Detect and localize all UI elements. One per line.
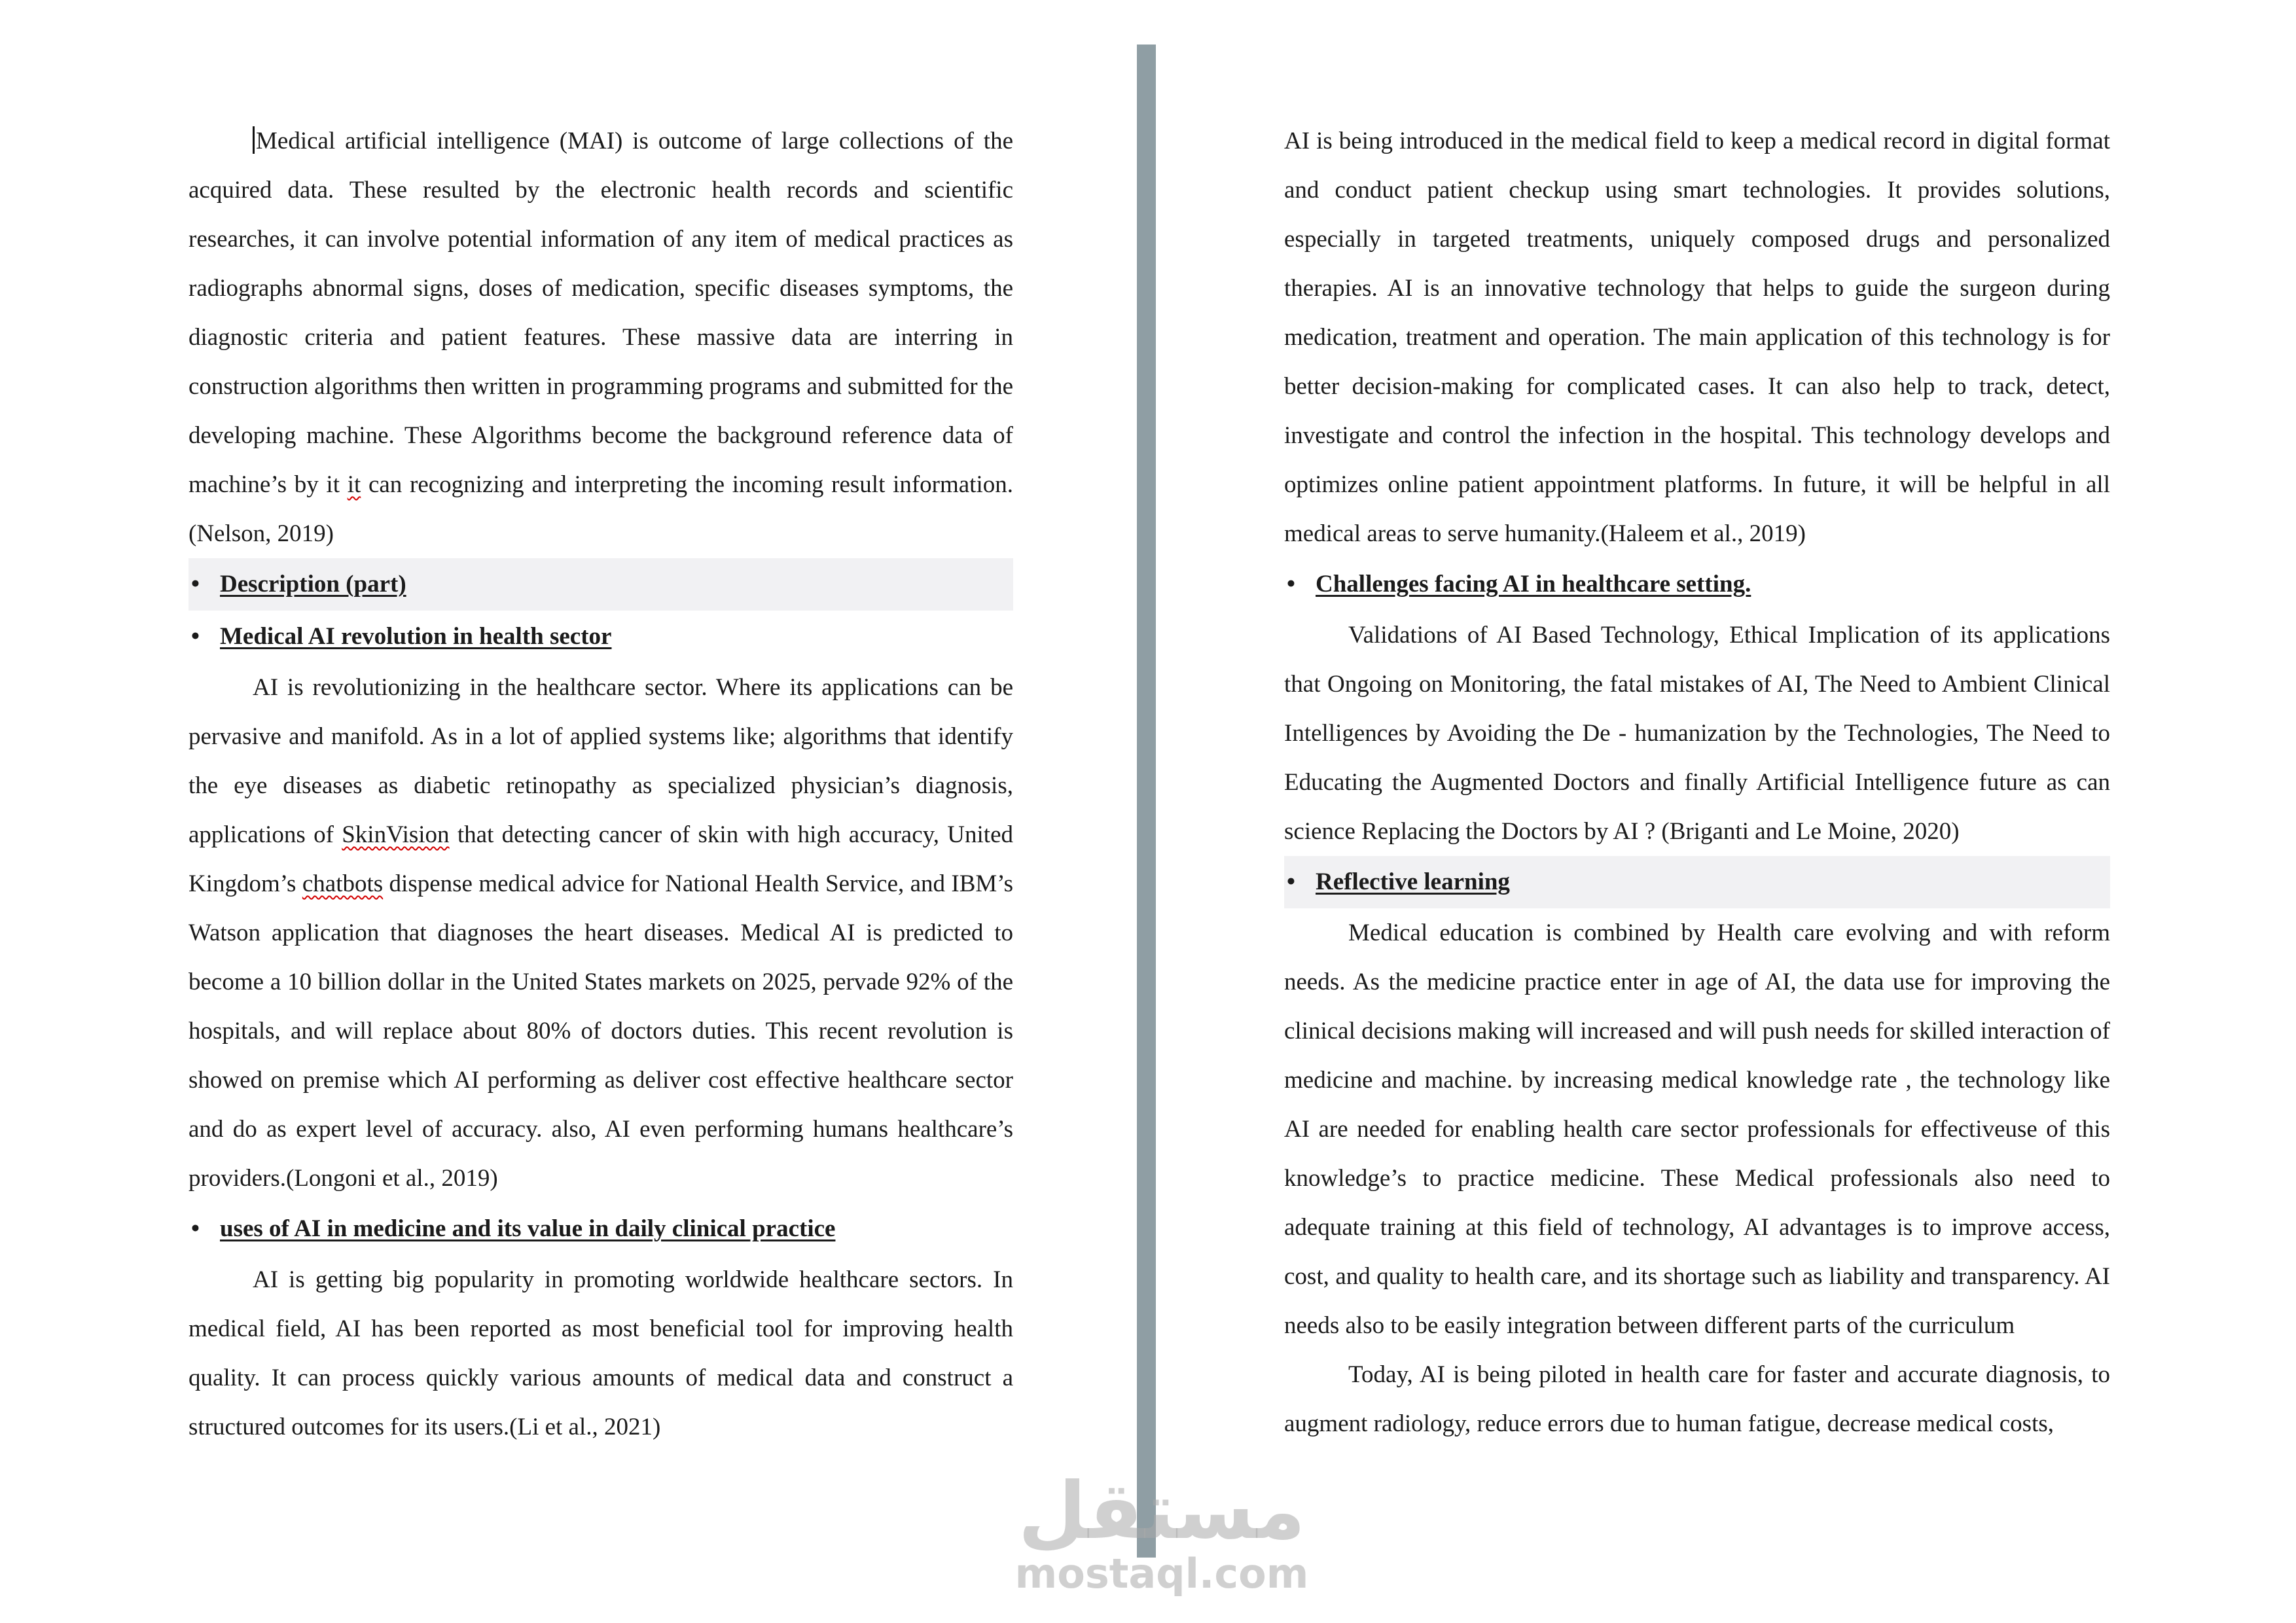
heading-text: Description (part) [220,571,406,597]
watermark-logo [1011,1466,1312,1603]
spellcheck-word[interactable]: SkinVision [342,821,450,848]
heading-text: Medical AI revolution in health sector [220,623,612,650]
bullet-icon: • [1287,571,1295,597]
heading-text: uses of AI in medicine and its value in daily clinical practice [220,1215,836,1242]
paragraph-ai-medical-record[interactable]: AI is being introduced in the medical field to keep a medical record in digital format and conduct patient checkup using smart technologies. It provides solutions, especially in targeted treatments, uniquely composed drugs and personalized therapies. AI is an innovative technology that helps to guide the surgeon during medication, treatment and operation. The main application of this technology is for better decision-making for complicated cases. It can also help to track, detect, investigate and control the infection in the hospital. This technology develops and optimizes online patient appointment platforms. In future, it will be helpful in all medical areas to serve humanity.(Haleem et al., 2019) [1284,128,2110,547]
paragraph-ai-piloted[interactable]: Today, AI is being piloted in health care for faster and accurate diagnosis, to augment radiology, reduce errors due to human fatigue, decrease medical costs, [1284,1361,2110,1437]
paragraph-challenges[interactable]: Validations of AI Based Technology, Ethical Implication of its applications that Ongoing on Monitoring, the fatal mistakes of AI, The Need to Ambient Clinical Intelligences by Avoiding the De - humanization by the Technologies, The Need to Educating the Augmented Doctors and finally Artificial Intelligence future as can science Replacing the Doctors by AI ? (Briganti and Le Moine, 2020) [1284,622,2110,845]
spellcheck-word[interactable]: chatbots [302,870,384,897]
paragraph-mai-intro[interactable]: Medical artificial intelligence (MAI) is outcome of large collections of the acquired data. These resulted by the electronic health records and scientific researches, it can involve potential information of any item of medical practices as radiographs abnormal signs, doses of medication, specific diseases symptoms, the diagnostic criteria and patient features. These massive data are interring in construction algorithms then written in programming programs and submitted for the developing machine. These Algorithms become the background reference data of machine’s by it it can recognizing and interpreting the incoming result information.(Nelson, 2019) [188,128,1013,547]
spellcheck-word[interactable]: it [347,471,361,498]
heading-description-part[interactable] [188,558,1013,611]
heading-uses-of-ai[interactable] [188,1203,1013,1255]
watermark-arabic-text: مستقل [1018,1466,1306,1557]
heading-challenges[interactable] [1284,558,2110,611]
bullet-icon: • [191,571,200,597]
heading-text: Challenges facing AI in healthcare setting. [1316,571,1751,597]
bullet-icon: • [191,623,200,650]
watermark-url-text: mostaql.com [1014,1550,1309,1597]
left-page [188,116,1013,1452]
text-cursor [253,126,255,154]
heading-text: Reflective learning [1316,868,1510,895]
paragraph-ai-revolution[interactable]: AI is revolutionizing in the healthcare sector. Where its applications can be pervasive and manifold. As in a lot of applied systems like; algorithms that identify the eye diseases as diabetic retinopathy as specialized physician’s diagnosis, applications of SkinVision that detecting cancer of skin with high accuracy, United Kingdom’s chatbots dispense medical advice for National Health Service, and IBM’s Watson application that diagnoses the heart diseases. Medical AI is predicted to become a 10 billion dollar in the United States markets on 2025, pervade 92% of the hospitals, and will replace about 80% of doctors duties. This recent revolution is showed on premise which AI performing as deliver cost effective healthcare sector and do as expert level of accuracy. also, AI even performing humans healthcare’s providers.(Longoni et al., 2019) [188,674,1013,1192]
bullet-icon: • [191,1215,200,1242]
heading-ai-revolution[interactable] [188,611,1013,663]
page-gutter [1137,45,1156,1558]
bullet-icon: • [1287,868,1295,895]
heading-reflective-learning[interactable] [1284,856,2110,908]
right-page [1284,116,2110,1448]
paragraph-medical-education[interactable]: Medical education is combined by Health care evolving and with reform needs. As the medicine practice enter in age of AI, the data use for improving the clinical decisions making will increased and will push needs for skilled interaction of medicine and machine. by increasing medical knowledge rate , the technology like AI are needed for enabling health care sector professionals for effectiveuse of this knowledge’s to practice medicine. These Medical professionals also need to adequate training at this field of technology, AI advantages is to improve access, cost, and quality to health care, and its shortage such as liability and transparency. AI needs also to be easily integration between different parts of the curriculum [1284,919,2110,1339]
paragraph-ai-popularity[interactable]: AI is getting big popularity in promoting worldwide healthcare sectors. In medical field, AI has been reported as most beneficial tool for improving health quality. It can process quickly various amounts of medical data and construct a structured outcomes for its users.(Li et al., 2021) [188,1266,1013,1440]
